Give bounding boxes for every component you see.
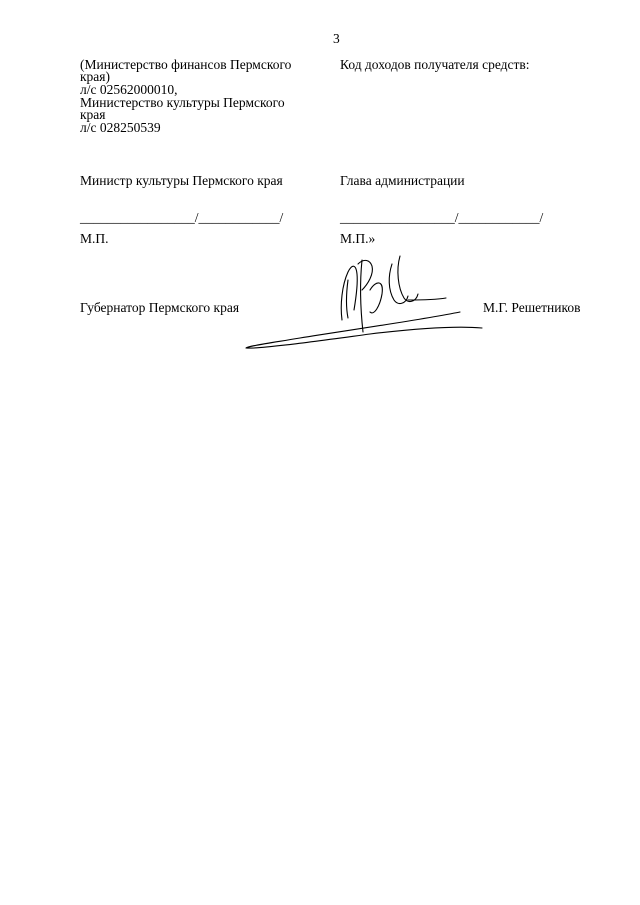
page-number: 3 — [333, 31, 340, 46]
handwritten-signature — [230, 250, 490, 360]
right-stamp: М.П.» — [340, 231, 376, 246]
income-code-label: Код доходов получателя средств: — [340, 57, 530, 72]
governor-title: Губернатор Пермского края — [80, 300, 240, 315]
left-col-line-4: Министерство культуры Пермского — [80, 95, 285, 110]
left-col-line-3: л/с 02562000010, — [80, 82, 178, 97]
right-signer-title: Глава администрации — [340, 173, 465, 188]
left-signer-title: Министр культуры Пермского края — [80, 173, 283, 188]
right-signature-line: _________________/____________/ — [340, 210, 544, 225]
left-col-line-2: края) — [80, 69, 111, 84]
governor-name: М.Г. Решетников — [483, 300, 581, 315]
left-col-line-5: края — [80, 107, 106, 122]
left-stamp: М.П. — [80, 231, 109, 246]
left-col-line-6: л/с 028250539 — [80, 120, 161, 135]
left-signature-line: _________________/____________/ — [80, 210, 284, 225]
left-col-line-1: (Министерство финансов Пермского — [80, 57, 292, 72]
